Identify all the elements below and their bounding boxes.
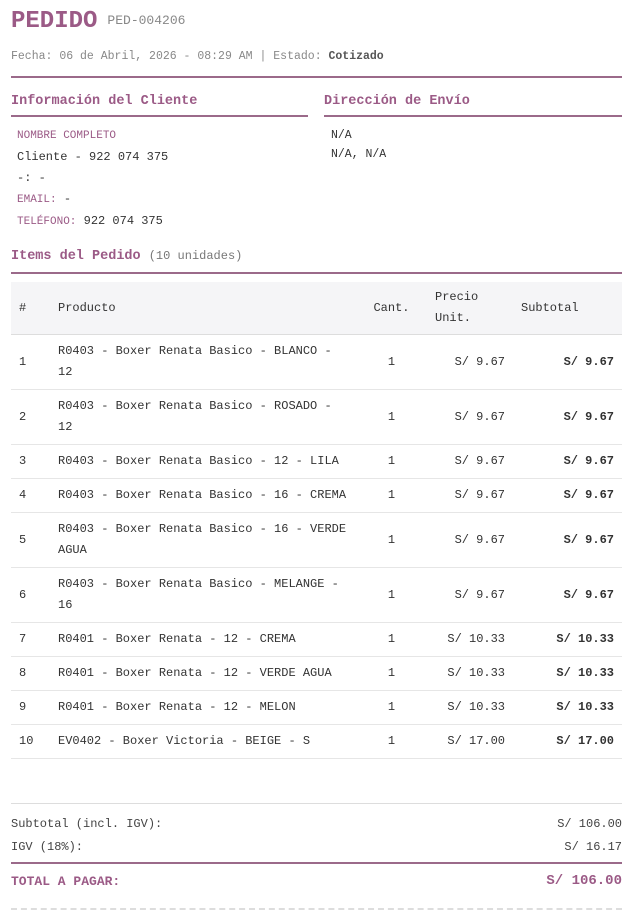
table-row xyxy=(11,623,622,657)
page-end-divider xyxy=(11,908,622,910)
row-product: R0403 - Boxer Renata Basico - 16 - CREMA xyxy=(50,479,356,513)
row-unit-price: S/ 9.67 xyxy=(427,513,513,568)
row-subtotal: S/ 9.67 xyxy=(513,335,622,390)
date-label: Fecha: xyxy=(11,50,53,63)
row-product: R0401 - Boxer Renata - 12 - VERDE AGUA xyxy=(50,657,356,691)
row-number: 2 xyxy=(11,390,50,445)
row-product: R0403 - Boxer Renata Basico - ROSADO - 12 xyxy=(50,390,356,445)
row-number: 7 xyxy=(11,623,50,657)
shipping-line-1: N/A xyxy=(331,129,352,142)
row-quantity: 1 xyxy=(356,513,427,568)
row-number: 5 xyxy=(11,513,50,568)
order-meta xyxy=(11,50,384,63)
row-product: R0401 - Boxer Renata - 12 - CREMA xyxy=(50,623,356,657)
row-number: 10 xyxy=(11,725,50,759)
row-subtotal: S/ 9.67 xyxy=(513,479,622,513)
row-subtotal: S/ 17.00 xyxy=(513,725,622,759)
client-section-heading: Información del Cliente xyxy=(11,94,308,117)
client-doc-label: -: xyxy=(17,171,32,185)
shipping-line-2: N/A, N/A xyxy=(331,148,387,161)
igv-label: IGV (18%): xyxy=(11,840,84,854)
col-header-price: Precio Unit. xyxy=(427,282,513,335)
row-unit-price: S/ 9.67 xyxy=(427,390,513,445)
client-doc-value: - xyxy=(38,171,46,185)
row-quantity: 1 xyxy=(356,623,427,657)
client-email-label: EMAIL: xyxy=(17,194,57,206)
client-phone-value: 922 074 375 xyxy=(83,214,163,228)
row-subtotal: S/ 10.33 xyxy=(513,657,622,691)
client-email-value: - xyxy=(63,192,72,206)
status-label: Estado: xyxy=(273,50,322,63)
row-subtotal: S/ 9.67 xyxy=(513,568,622,623)
shipping-section-heading: Dirección de Envío xyxy=(324,94,622,117)
row-subtotal: S/ 9.67 xyxy=(513,445,622,479)
row-number: 4 xyxy=(11,479,50,513)
row-subtotal: S/ 9.67 xyxy=(513,513,622,568)
row-unit-price: S/ 9.67 xyxy=(427,335,513,390)
row-product: R0401 - Boxer Renata - 12 - MELON xyxy=(50,691,356,725)
table-row xyxy=(11,335,622,390)
client-phone-row xyxy=(17,211,168,233)
total-label: TOTAL A PAGAR: xyxy=(11,874,121,889)
row-product: R0403 - Boxer Renata Basico - 16 - VERDE AGUA xyxy=(50,513,356,568)
row-quantity: 1 xyxy=(356,445,427,479)
client-email-row xyxy=(17,189,168,211)
row-subtotal: S/ 10.33 xyxy=(513,623,622,657)
row-unit-price: S/ 9.67 xyxy=(427,445,513,479)
row-quantity: 1 xyxy=(356,657,427,691)
row-quantity: 1 xyxy=(356,691,427,725)
items-section-heading xyxy=(11,249,622,274)
table-row xyxy=(11,390,622,445)
client-doc-row xyxy=(17,168,168,189)
row-quantity: 1 xyxy=(356,390,427,445)
status-value: Cotizado xyxy=(328,50,384,63)
row-subtotal: S/ 9.67 xyxy=(513,390,622,445)
client-name-label: NOMBRE COMPLETO xyxy=(17,130,117,142)
table-row xyxy=(11,691,622,725)
row-unit-price: S/ 10.33 xyxy=(427,691,513,725)
col-header-qty: Cant. xyxy=(356,282,427,335)
meta-separator: | xyxy=(259,50,267,63)
igv-row xyxy=(11,840,622,854)
total-divider xyxy=(11,862,622,864)
col-header-product: Producto xyxy=(50,282,356,335)
items-unit-count: (10 unidades) xyxy=(148,249,243,263)
table-row xyxy=(11,568,622,623)
row-number: 8 xyxy=(11,657,50,691)
row-unit-price: S/ 10.33 xyxy=(427,657,513,691)
table-row xyxy=(11,657,622,691)
row-unit-price: S/ 9.67 xyxy=(427,568,513,623)
row-quantity: 1 xyxy=(356,479,427,513)
header-divider xyxy=(11,76,622,78)
row-number: 3 xyxy=(11,445,50,479)
subtotal-label: Subtotal (incl. IGV): xyxy=(11,817,163,831)
row-unit-price: S/ 17.00 xyxy=(427,725,513,759)
igv-value: S/ 16.17 xyxy=(564,840,622,854)
subtotal-row xyxy=(11,817,622,831)
row-product: EV0402 - Boxer Victoria - BEIGE - S xyxy=(50,725,356,759)
table-row xyxy=(11,479,622,513)
col-header-num: # xyxy=(11,282,50,335)
row-product: R0403 - Boxer Renata Basico - MELANGE - 16 xyxy=(50,568,356,623)
client-phone-label: TELÉFONO: xyxy=(17,216,77,228)
row-product: R0403 - Boxer Renata Basico - 12 - LILA xyxy=(50,445,356,479)
items-table-body xyxy=(11,335,622,759)
row-quantity: 1 xyxy=(356,725,427,759)
summary-divider xyxy=(11,803,622,804)
items-heading-label: Items del Pedido xyxy=(11,249,141,264)
total-value: S/ 106.00 xyxy=(546,873,622,889)
total-row xyxy=(11,874,622,889)
order-header xyxy=(11,8,622,35)
row-subtotal: S/ 10.33 xyxy=(513,691,622,725)
row-unit-price: S/ 9.67 xyxy=(427,479,513,513)
row-quantity: 1 xyxy=(356,335,427,390)
row-unit-price: S/ 10.33 xyxy=(427,623,513,657)
row-quantity: 1 xyxy=(356,568,427,623)
row-number: 9 xyxy=(11,691,50,725)
items-table xyxy=(11,282,622,759)
row-number: 1 xyxy=(11,335,50,390)
page-title: PEDIDO xyxy=(11,8,98,35)
table-row xyxy=(11,725,622,759)
date-value: 06 de Abril, 2026 - 08:29 AM xyxy=(59,50,253,63)
table-row xyxy=(11,445,622,479)
shipping-info xyxy=(331,126,386,164)
row-product: R0403 - Boxer Renata Basico - BLANCO - 12 xyxy=(50,335,356,390)
items-table-header xyxy=(11,282,622,335)
table-row xyxy=(11,513,622,568)
subtotal-value: S/ 106.00 xyxy=(557,817,622,831)
client-info xyxy=(17,126,168,233)
order-id: PED-004206 xyxy=(107,13,186,28)
client-name-value: Cliente - 922 074 375 xyxy=(17,150,169,164)
col-header-subtotal: Subtotal xyxy=(513,282,622,335)
row-number: 6 xyxy=(11,568,50,623)
